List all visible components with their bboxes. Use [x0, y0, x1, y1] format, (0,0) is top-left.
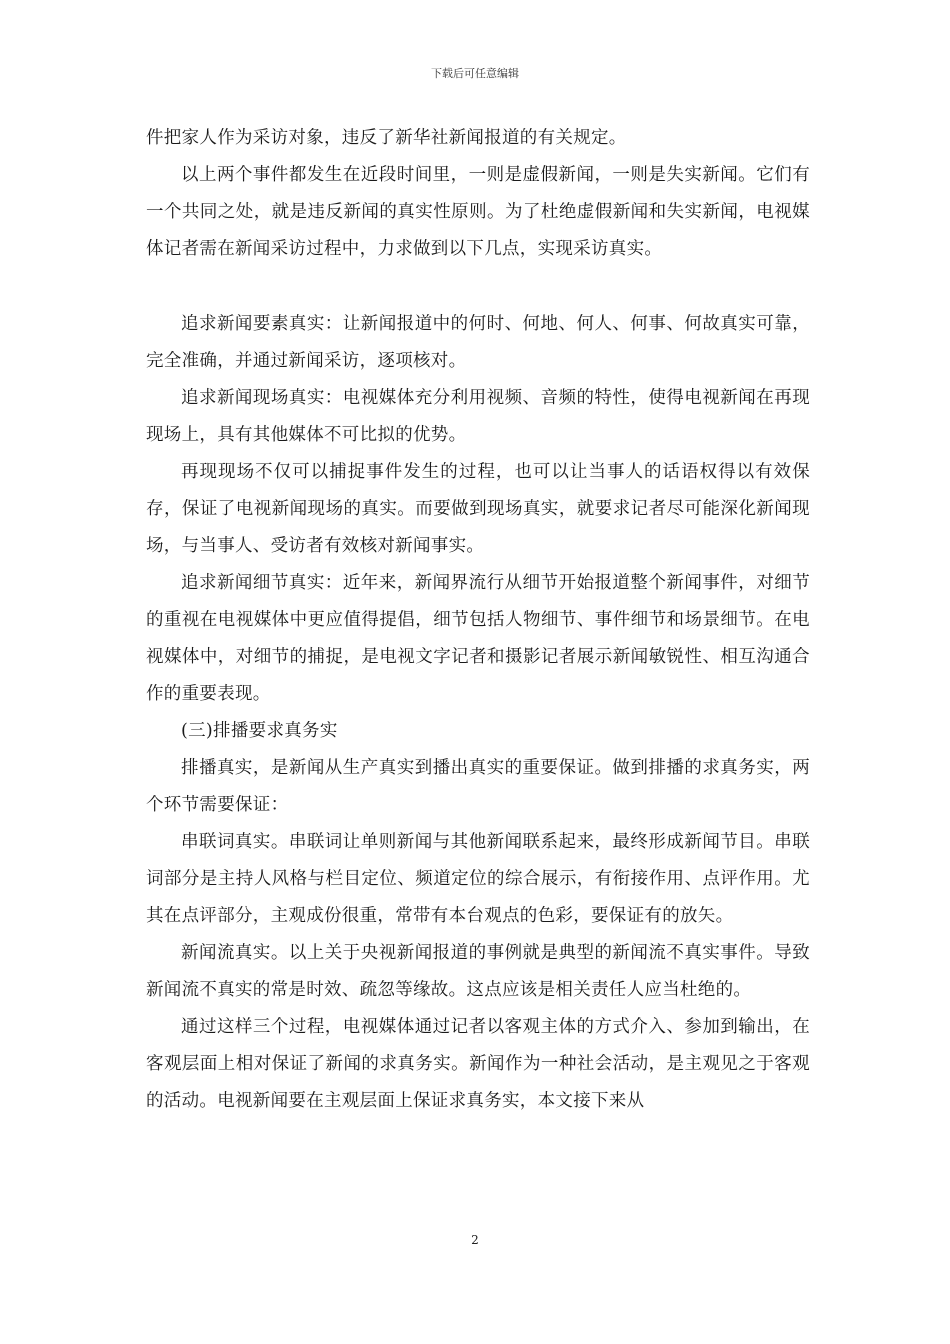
paragraph: 串联词真实。串联词让单则新闻与其他新闻联系起来，最终形成新闻节目。串联词部分是主持人风格与栏目定位、频道定位的综合展示，有衔接作用、点评作用。尤其在点评部分，主观成份很重，常带有本台观点的色彩，要保证有的放矢。: [146, 832, 810, 926]
paragraph: 排播真实，是新闻从生产真实到播出真实的重要保证。做到排播的求真务实，两个环节需要保证：: [146, 758, 810, 815]
paragraph: 通过这样三个过程，电视媒体通过记者以客观主体的方式介入、参加到输出，在客观层面上相对保证了新闻的求真务实。新闻作为一种社会活动，是主观见之于客观的活动。电视新闻要在主观层面上保证求真务实，本文接下来从: [146, 1017, 810, 1111]
paragraph: 追求新闻要素真实：让新闻报道中的何时、何地、何人、何事、何故真实可靠，完全准确，并通过新闻采访，逐项核对。: [146, 314, 810, 371]
page-header: 下载后可任意编辑: [431, 67, 519, 80]
paragraph: 以上两个事件都发生在近段时间里，一则是虚假新闻，一则是失实新闻。它们有一个共同之处，就是违反新闻的真实性原则。为了杜绝虚假新闻和失实新闻，电视媒体记者需在新闻采访过程中，力求做到以下几点，实现采访真实。: [146, 165, 810, 259]
section-heading: (三)排播要求真务实: [181, 721, 338, 741]
paragraph: 追求新闻细节真实：近年来，新闻界流行从细节开始报道整个新闻事件，对细节的重视在电视媒体中更应值得提倡，细节包括人物细节、事件细节和场景细节。在电视媒体中，对细节的捕捉，是电视文字记者和摄影记者展示新闻敏锐性、相互沟通合作的重要表现。: [146, 573, 810, 704]
document-body: [146, 120, 810, 1120]
blank-line: [146, 268, 810, 306]
page-number: 2: [471, 1233, 479, 1247]
paragraph: 追求新闻现场真实：电视媒体充分利用视频、音频的特性，使得电视新闻在再现现场上，具有其他媒体不可比拟的优势。: [146, 388, 810, 445]
paragraph: 件把家人作为采访对象，违反了新华社新闻报道的有关规定。: [146, 128, 627, 148]
paragraph: 新闻流真实。以上关于央视新闻报道的事例就是典型的新闻流不真实事件。导致新闻流不真实的常是时效、疏忽等缘故。这点应该是相关责任人应当杜绝的。: [146, 943, 810, 1000]
paragraph: 再现现场不仅可以捕捉事件发生的过程，也可以让当事人的话语权得以有效保存，保证了电视新闻现场的真实。而要做到现场真实，就要求记者尽可能深化新闻现场，与当事人、受访者有效核对新闻事实。: [146, 462, 810, 556]
